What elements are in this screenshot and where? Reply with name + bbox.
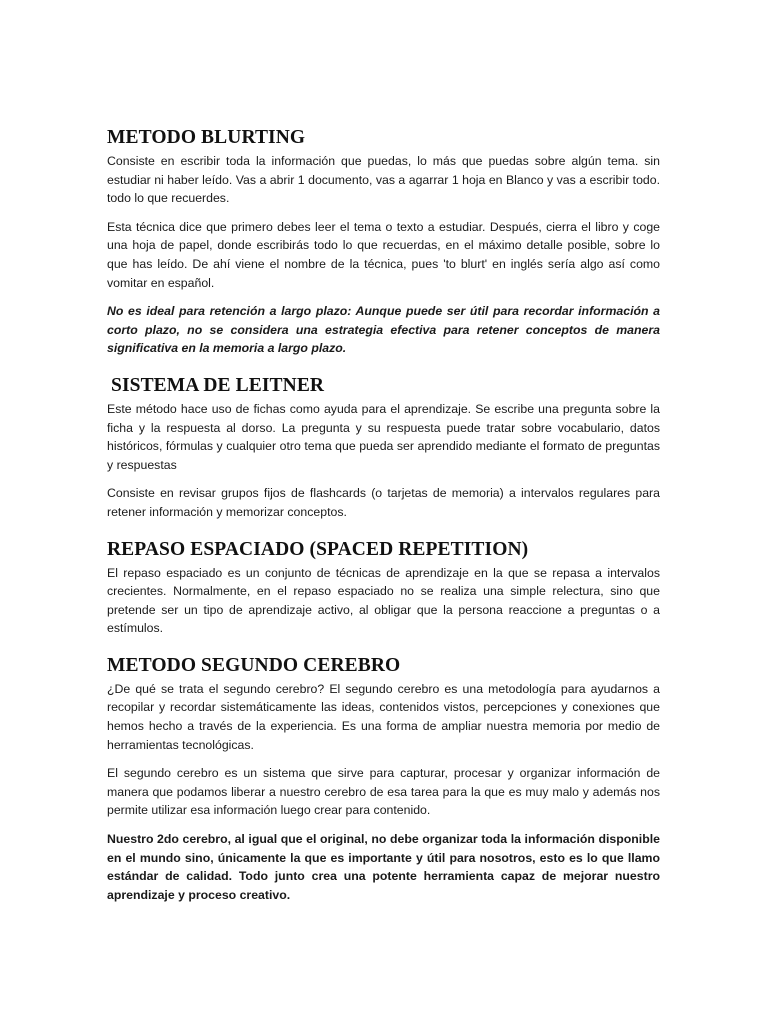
paragraph: Consiste en escribir toda la información que puedas, lo más que puedas sobre algún tema. sin estudiar ni haber leído. Vas a abrir 1 documento, vas a agarrar 1 hoja en Blanco y vas a escribir todo. todo lo que recuerdes. — [107, 154, 660, 206]
section-heading: SISTEMA DE LEITNER — [111, 374, 325, 396]
section-repaso-espaciado — [107, 538, 660, 638]
section-heading: METODO SEGUNDO CEREBRO — [107, 654, 401, 676]
paragraph: Esta técnica dice que primero debes leer el tema o texto a estudiar. Después, cierra el libro y coge una hoja de papel, donde escribirás todo lo que recuerdas, en el máximo detalle posible, sobre lo que has leído. De ahí viene el nombre de la técnica, pues 'to blurt' en inglés sería algo así como vomitar en español. — [107, 219, 660, 290]
document-page — [107, 126, 660, 904]
bold-paragraph: Nuestro 2do cerebro, al igual que el original, no debe organizar toda la información disponible en el mundo sino, únicamente la que es importante y útil para nosotros, esto es lo que llamo estándar de calidad. Todo junto crea una potente herramienta capaz de mejorar nuestro aprendizaje y proceso creativo. — [107, 832, 660, 902]
section-sistema-de-leitner — [107, 374, 660, 522]
paragraph: El segundo cerebro es un sistema que sirve para capturar, procesar y organizar información de manera que podamos liberar a nuestro cerebro de esa tarea para la que es muy malo y además nos permite utilizar esa información luego crear para contenido. — [107, 766, 660, 818]
paragraph: Este método hace uso de fichas como ayuda para el aprendizaje. Se escribe una pregunta sobre la ficha y la respuesta al dorso. La pregunta y su respuesta puede tratar sobre vocabulario, datos históricos, fórmulas y cualquier otro tema que pueda ser aprendido mediante el formato de preguntas y respuestas — [107, 401, 660, 472]
paragraph: ¿De qué se trata el segundo cerebro? El segundo cerebro es una metodología para ayudarnos a recopilar y recordar sistemáticamente las ideas, contenidos vistos, percepciones y conexiones que hemos hecho a través de la experiencia. Es una forma de ampliar nuestra memoria por medio de herramientas tecnológicas. — [107, 681, 660, 752]
emphasis-paragraph: No es ideal para retención a largo plazo: Aunque puede ser útil para recordar información a corto plazo, no se considera una estrategia efectiva para retener conceptos de manera significativa en la memoria a largo plazo. — [107, 304, 660, 356]
section-metodo-blurting — [107, 126, 660, 358]
paragraph: El repaso espaciado es un conjunto de técnicas de aprendizaje en la que se repasa a intervalos crecientes. Normalmente, en el repaso espaciado no se realiza una simple relectura, sino que pretende ser un tipo de aprendizaje activo, al obligar que la persona reaccione a preguntas o a estímulos. — [107, 565, 660, 636]
section-heading: REPASO ESPACIADO (SPACED REPETITION) — [107, 538, 529, 560]
section-metodo-segundo-cerebro — [107, 654, 660, 905]
section-heading: METODO BLURTING — [107, 127, 306, 148]
paragraph: Consiste en revisar grupos fijos de flashcards (o tarjetas de memoria) a intervalos regulares para retener información y memorizar conceptos. — [107, 486, 660, 519]
